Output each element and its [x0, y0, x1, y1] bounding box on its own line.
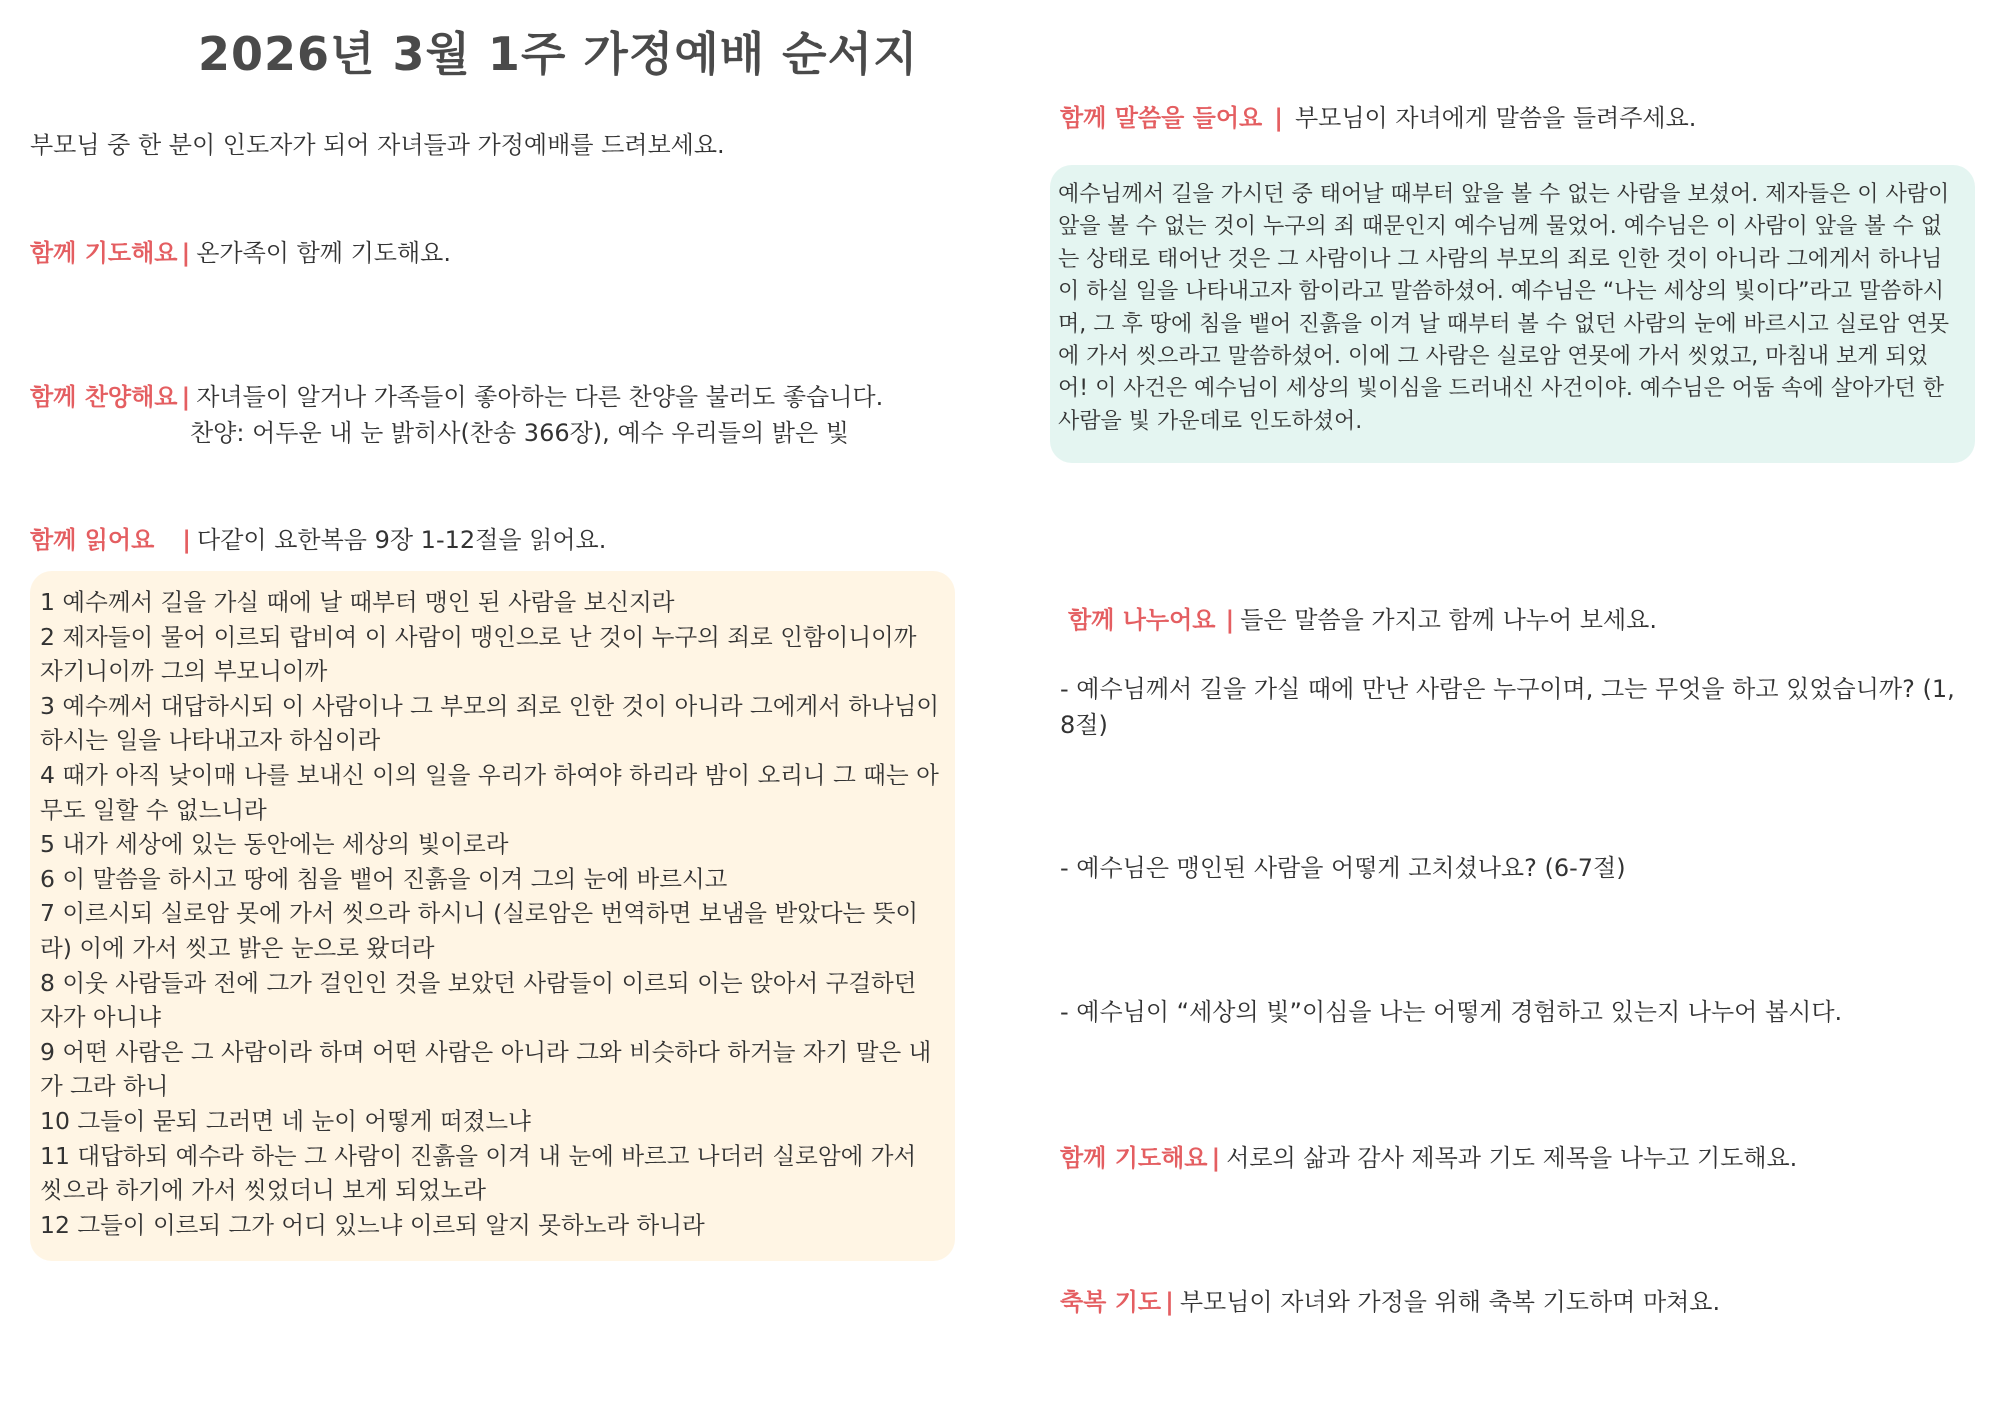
section-label: 함께 찬양해요 [30, 383, 178, 411]
question-item: - 예수님이 “세상의 빛”이심을 나는 어떻게 경험하고 있는지 나누어 봅시다. [1060, 998, 1843, 1026]
verse: 7 이르시되 실로암 못에 가서 씻으라 하시니 (실로암은 번역하면 보냄을 받았다는 뜻이라) 이에 가서 씻고 밝은 눈으로 왔더라 [40, 899, 919, 962]
section-listen [1060, 98, 1696, 133]
divider-bar: | [1225, 606, 1235, 634]
intro-text: 부모님 중 한 분이 인도자가 되어 자녀들과 가정예배를 드려보세요. [30, 131, 725, 159]
section-text: 부모님이 자녀와 가정을 위해 축복 기도하며 마쳐요. [1179, 1288, 1721, 1316]
divider-bar: | [1165, 1288, 1174, 1316]
page-title: 2026년 3월 1주 가정예배 순서지 [198, 27, 919, 81]
verse: 2 제자들이 물어 이르되 랍비여 이 사람이 맹인으로 난 것이 누구의 죄로 인함이니이까 자기니이까 그의 부모니이까 [40, 622, 917, 686]
verse: 12 그들이 이르되 그가 어디 있느냐 이르되 알지 못하노라 하니라 [40, 1210, 705, 1239]
verse: 8 이웃 사람들과 전에 그가 걸인인 것을 보았던 사람들이 이르되 이는 앉아서 구걸하던 자가 아니냐 [40, 968, 917, 1032]
section-blessing [1060, 1282, 1720, 1317]
section-text: 서로의 삶과 감사 제목과 기도 제목을 나누고 기도해요. [1226, 1144, 1798, 1172]
section-praise [30, 377, 883, 412]
verse: 9 어떤 사람은 그 사람이라 하며 어떤 사람은 아니라 그와 비슷하다 하거늘 자기 말은 내가 그라 하니 [40, 1037, 932, 1101]
section-prayer [30, 233, 451, 268]
divider-bar: | [181, 239, 191, 267]
section-text: 다같이 요한복음 9장 1-12절을 읽어요. [197, 526, 607, 554]
section-label: 함께 기도해요 [30, 239, 178, 267]
section-text: 온가족이 함께 기도해요. [196, 239, 451, 267]
verse: 1 예수께서 길을 가실 때에 날 때부터 맹인 된 사람을 보신지라 [40, 588, 675, 616]
section-label: 함께 읽어요 [30, 526, 155, 554]
section-label: 함께 기도해요 [1060, 1144, 1208, 1172]
section-text: 자녀들이 알거나 가족들이 좋아하는 다른 찬양을 불러도 좋습니다. [196, 383, 884, 411]
divider-bar: | [181, 383, 191, 411]
section-label: 함께 말씀을 들어요 [1060, 104, 1263, 132]
scripture-box [30, 571, 955, 1261]
section-text: 부모님이 자녀에게 말씀을 들려주세요. [1294, 104, 1697, 132]
song-list: 찬양: 어두운 내 눈 밝히사(찬송 366장), 예수 우리들의 밝은 빛 [190, 419, 849, 447]
story-box [1050, 165, 1975, 463]
verse: 10 그들이 묻되 그러면 네 눈이 어떻게 떠졌느냐 [40, 1106, 531, 1135]
verse: 4 때가 아직 낮이매 나를 보내신 이의 일을 우리가 하여야 하리라 밤이 오리니 그 때는 아무도 일할 수 없느니라 [40, 760, 939, 824]
section-reading [30, 520, 606, 555]
question-item: - 예수님께서 길을 가실 때에 만난 사람은 누구이며, 그는 무엇을 하고 있었습니까? (1, 8절) [1060, 675, 1955, 739]
section-text: 들은 말씀을 가지고 함께 나누어 보세요. [1240, 606, 1657, 634]
divider-bar: | [1274, 104, 1283, 132]
divider-bar: | [1211, 1144, 1221, 1172]
section-closing-prayer [1060, 1138, 1797, 1173]
divider-bar: | [182, 526, 192, 554]
section-label: 함께 나누어요 [1068, 606, 1216, 634]
verse: 11 대답하되 예수라 하는 그 사람이 진흙을 이겨 내 눈에 바르고 나더러 실로암에 가서 씻으라 하기에 가서 씻었더니 보게 되었노라 [40, 1141, 917, 1205]
section-share [1068, 600, 1657, 635]
verse: 3 예수께서 대답하시되 이 사람이나 그 부모의 죄로 인한 것이 아니라 그에게서 하나님이 하시는 일을 나타내고자 하심이라 [40, 691, 940, 755]
story-text: 예수님께서 길을 가시던 중 태어날 때부터 앞을 볼 수 없는 사람을 보셨어. 제자들은 이 사람이 앞을 볼 수 없는 것이 누구의 죄 때문인지 예수님께 물었어. 예수님은 이 사람이 앞을 볼 수 없는 상태로 태어난 것은 그 사람이나 그 사람의 부모의 죄로 인한 것이 아니라 그에게서 하나님이 하실 일을 나타내고자 함이라고 말씀하셨어. 예수님은 “나는 세상의 빛이다”라고 말씀하시며, 그 후 땅에 침을 뱉어 진흙을 이겨 날 때부터 볼 수 없던 사람의 눈에 바르시고 실로암 연못에 가서 씻으라고 말씀하셨어. 이에 그 사람은 실로암 연못에 가서 씻었고, 마침내 보게 되었어! 이 사건은 예수님이 세상의 빛이심을 드러내신 사건이야. 예수님은 어둠 속에 살아가던 한 사람을 빛 가운데로 인도하셨어. [1058, 182, 1950, 434]
verse: 5 내가 세상에 있는 동안에는 세상의 빛이로라 [40, 830, 509, 859]
verse: 6 이 말씀을 하시고 땅에 침을 뱉어 진흙을 이겨 그의 눈에 바르시고 [40, 864, 728, 893]
question-item: - 예수님은 맹인된 사람을 어떻게 고치셨나요? (6-7절) [1060, 854, 1626, 882]
section-label: 축복 기도 [1060, 1288, 1162, 1316]
